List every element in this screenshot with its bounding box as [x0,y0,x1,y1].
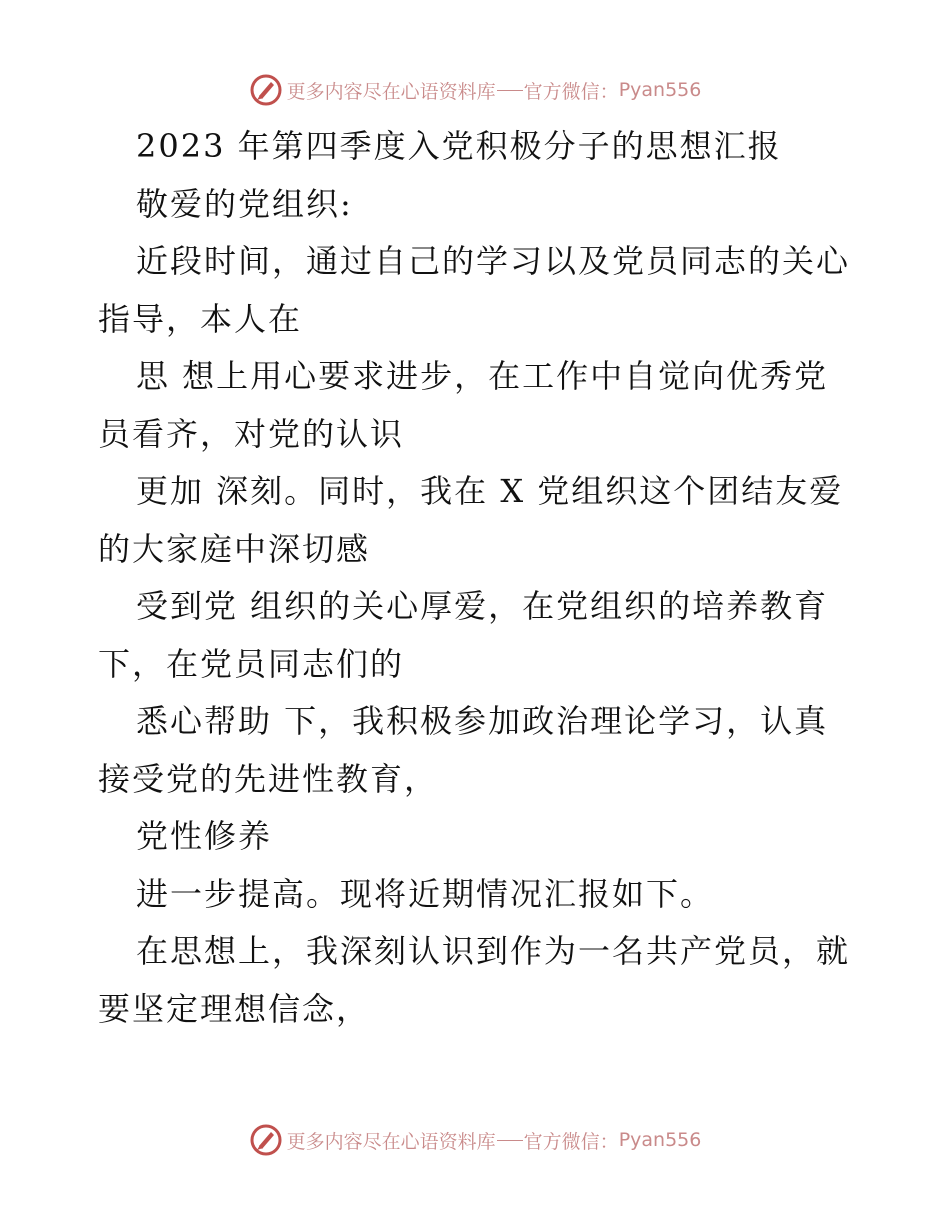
brand-logo-icon [249,1123,283,1157]
banner-wechat-label: 官方微信： [523,1130,619,1153]
document-salutation: 敬爱的党组织: [136,184,353,223]
header-watermark-banner [0,70,950,110]
banner-wechat-id: Pyan556 [618,79,702,101]
paragraph: 进一步提高。现将近期情况汇报如下。 [136,874,715,913]
paragraph: 党性修养 [136,817,273,855]
paragraph: 更加 深刻。同时，我在 X 党组织这个团结友爱的大家庭中深切感 [98,472,844,568]
banner-wechat-label: 官方微信： [523,80,619,103]
paragraph: 受到党 组织的关心厚爱，在党组织的培养教育下，在党员同志们的 [98,587,829,683]
banner-text: 更多内容尽在心语资料库 [286,80,496,103]
brand-logo-icon [249,73,283,107]
paragraph: 悉心帮助 下，我积极参加政治理论学习，认真接受党的先进性教育， [98,702,829,798]
banner-wechat-id: Pyan556 [618,1129,702,1151]
paragraph: 思 想上用心要求进步，在工作中自觉向优秀党员看齐，对党的认识 [98,357,829,453]
paragraph: 近段时间，通过自己的学习以及党员同志的关心指导，本人在 [98,242,851,338]
document-title: 2023 年第四季度入党积极分子的思想汇报 [136,127,782,165]
banner-text: 更多内容尽在心语资料库 [286,1130,496,1153]
banner-dash [497,90,523,91]
document-body [98,118,858,1038]
paragraph: 在思想上，我深刻认识到作为一名共产党员，就要坚定理想信念， [98,932,851,1028]
banner-dash [497,1140,523,1141]
footer-watermark-banner [0,1120,950,1160]
